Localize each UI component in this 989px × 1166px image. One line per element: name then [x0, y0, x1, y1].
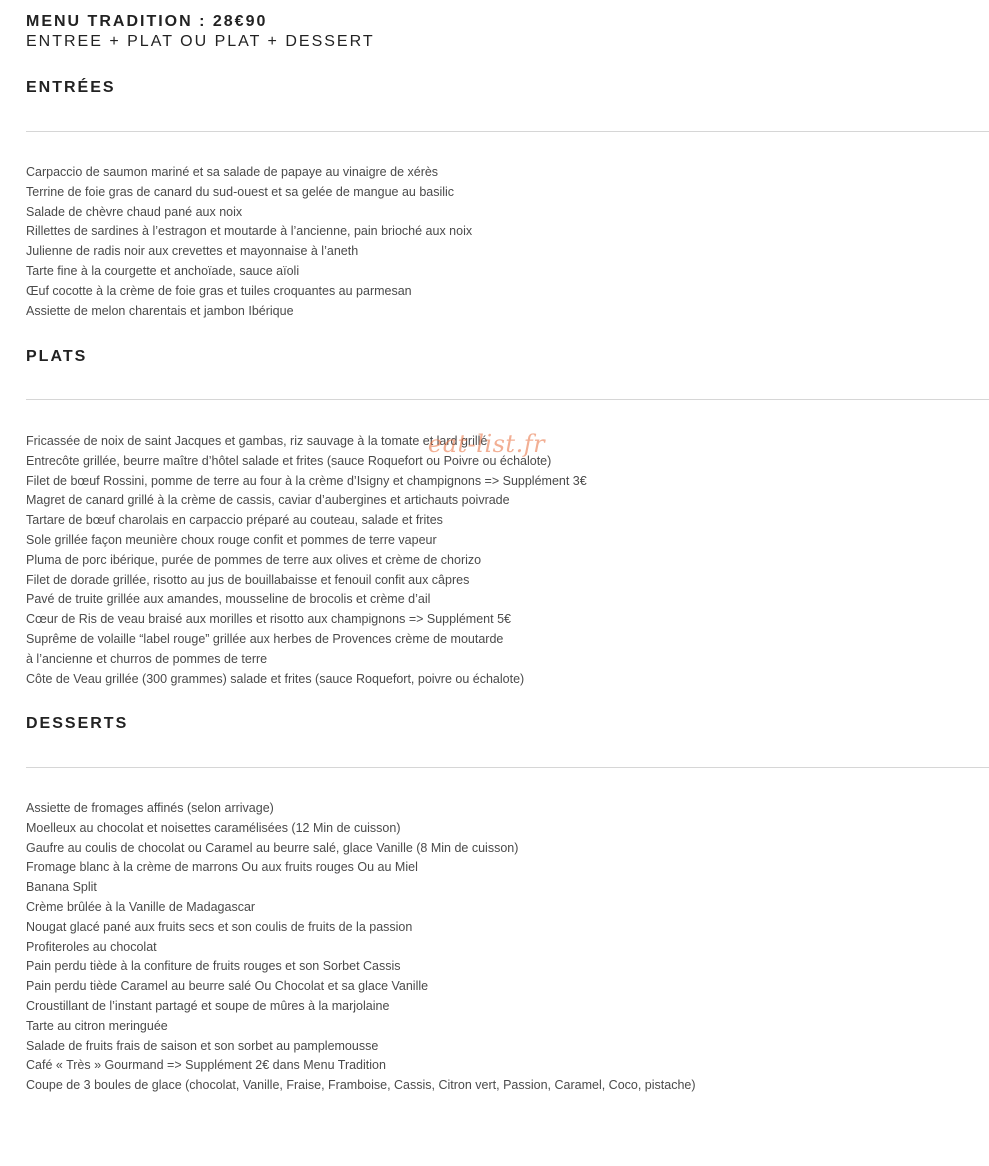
menu-item: Côte de Veau grillée (300 grammes) salade et frites (sauce Roquefort, poivre ou échalote)	[26, 671, 525, 686]
menu-item: Tarte fine à la courgette et anchoïade, sauce aïoli	[26, 263, 300, 278]
menu-item: Profiteroles au chocolat	[26, 939, 157, 954]
menu-item: Julienne de radis noir aux crevettes et mayonnaise à l’aneth	[26, 244, 359, 259]
plats-divider	[26, 399, 989, 400]
plats-list	[26, 432, 587, 689]
menu-item: Pavé de truite grillée aux amandes, mousseline de brocolis et crème d’ail	[26, 592, 431, 607]
plats-heading: PLATS	[26, 348, 88, 365]
menu-item: Coupe de 3 boules de glace (chocolat, Vanille, Fraise, Framboise, Cassis, Citron vert, Passion, Caramel, Coco, pistache)	[26, 1078, 696, 1093]
menu-item: Filet de dorade grillée, risotto au jus de bouillabaisse et fenouil confit aux câpres	[26, 572, 470, 587]
menu-item: Assiette de melon charentais et jambon Ibérique	[26, 303, 294, 318]
entrees-divider	[26, 131, 989, 132]
menu-item: Tartare de bœuf charolais en carpaccio préparé au couteau, salade et frites	[26, 513, 443, 528]
watermark-logo: eat-list.fr	[428, 430, 546, 458]
menu-item: Croustillant de l’instant partagé et soupe de mûres à la marjolaine	[26, 998, 390, 1013]
menu-item: Entrecôte grillée, beurre maître d’hôtel salade et frites (sauce Roquefort ou Poivre ou échalote)	[26, 453, 552, 468]
menu-item: Banana Split	[26, 880, 97, 895]
menu-item: Gaufre au coulis de chocolat ou Caramel au beurre salé, glace Vanille (8 Min de cuisson)	[26, 840, 519, 855]
entrees-list	[26, 163, 472, 321]
menu-item: Fricassée de noix de saint Jacques et gambas, riz sauvage à la tomate et lard grillé	[26, 434, 488, 448]
menu-item: Pain perdu tiède à la confiture de fruits rouges et son Sorbet Cassis	[26, 959, 401, 974]
menu-item: Pluma de porc ibérique, purée de pommes de terre aux olives et crème de chorizo	[26, 552, 482, 567]
menu-item: Salade de fruits frais de saison et son sorbet au pamplemousse	[26, 1038, 379, 1053]
desserts-divider	[26, 767, 989, 768]
menu-item: Sole grillée façon meunière choux rouge confit et pommes de terre vapeur	[26, 532, 437, 547]
menu-title: MENU TRADITION : 28€90	[26, 13, 268, 30]
entrees-heading: ENTRÉES	[26, 79, 116, 96]
menu-item: Moelleux au chocolat et noisettes caramélisées (12 Min de cuisson)	[26, 820, 401, 835]
menu-item: Œuf cocotte à la crème de foie gras et tuiles croquantes au parmesan	[26, 283, 412, 298]
menu-item: à l’ancienne et churros de pommes de terre	[26, 651, 268, 666]
menu-item: Pain perdu tiède Caramel au beurre salé Ou Chocolat et sa glace Vanille	[26, 979, 429, 994]
desserts-heading: DESSERTS	[26, 715, 129, 732]
menu-item: Nougat glacé pané aux fruits secs et son coulis de fruits de la passion	[26, 919, 413, 934]
menu-item: Magret de canard grillé à la crème de cassis, caviar d’aubergines et artichauts poivrade	[26, 493, 510, 508]
menu-item: Carpaccio de saumon mariné et sa salade de papaye au vinaigre de xérès	[26, 165, 439, 179]
menu-item: Assiette de fromages affinés (selon arrivage)	[26, 801, 274, 815]
menu-item: Terrine de foie gras de canard du sud-ouest et sa gelée de mangue au basilic	[26, 184, 455, 199]
menu-item: Filet de bœuf Rossini, pomme de terre au four à la crème d’Isigny et champignons => Supplément 3€	[26, 473, 587, 488]
menu-subtitle: ENTREE + PLAT OU PLAT + DESSERT	[26, 33, 375, 50]
menu-item: Salade de chèvre chaud pané aux noix	[26, 204, 243, 219]
menu-item: Crème brûlée à la Vanille de Madagascar	[26, 899, 256, 914]
menu-item: Cœur de Ris de veau braisé aux morilles et risotto aux champignons => Supplément 5€	[26, 612, 511, 627]
menu-item: Rillettes de sardines à l’estragon et moutarde à l’ancienne, pain brioché aux noix	[26, 224, 473, 239]
menu-item: Café « Très » Gourmand => Supplément 2€ dans Menu Tradition	[26, 1058, 386, 1073]
menu-item: Fromage blanc à la crème de marrons Ou aux fruits rouges Ou au Miel	[26, 860, 418, 875]
menu-item: Suprême de volaille “label rouge” grillée aux herbes de Provences crème de moutarde	[26, 631, 504, 646]
menu-item: Tarte au citron meringuée	[26, 1018, 168, 1033]
desserts-list	[26, 799, 696, 1096]
